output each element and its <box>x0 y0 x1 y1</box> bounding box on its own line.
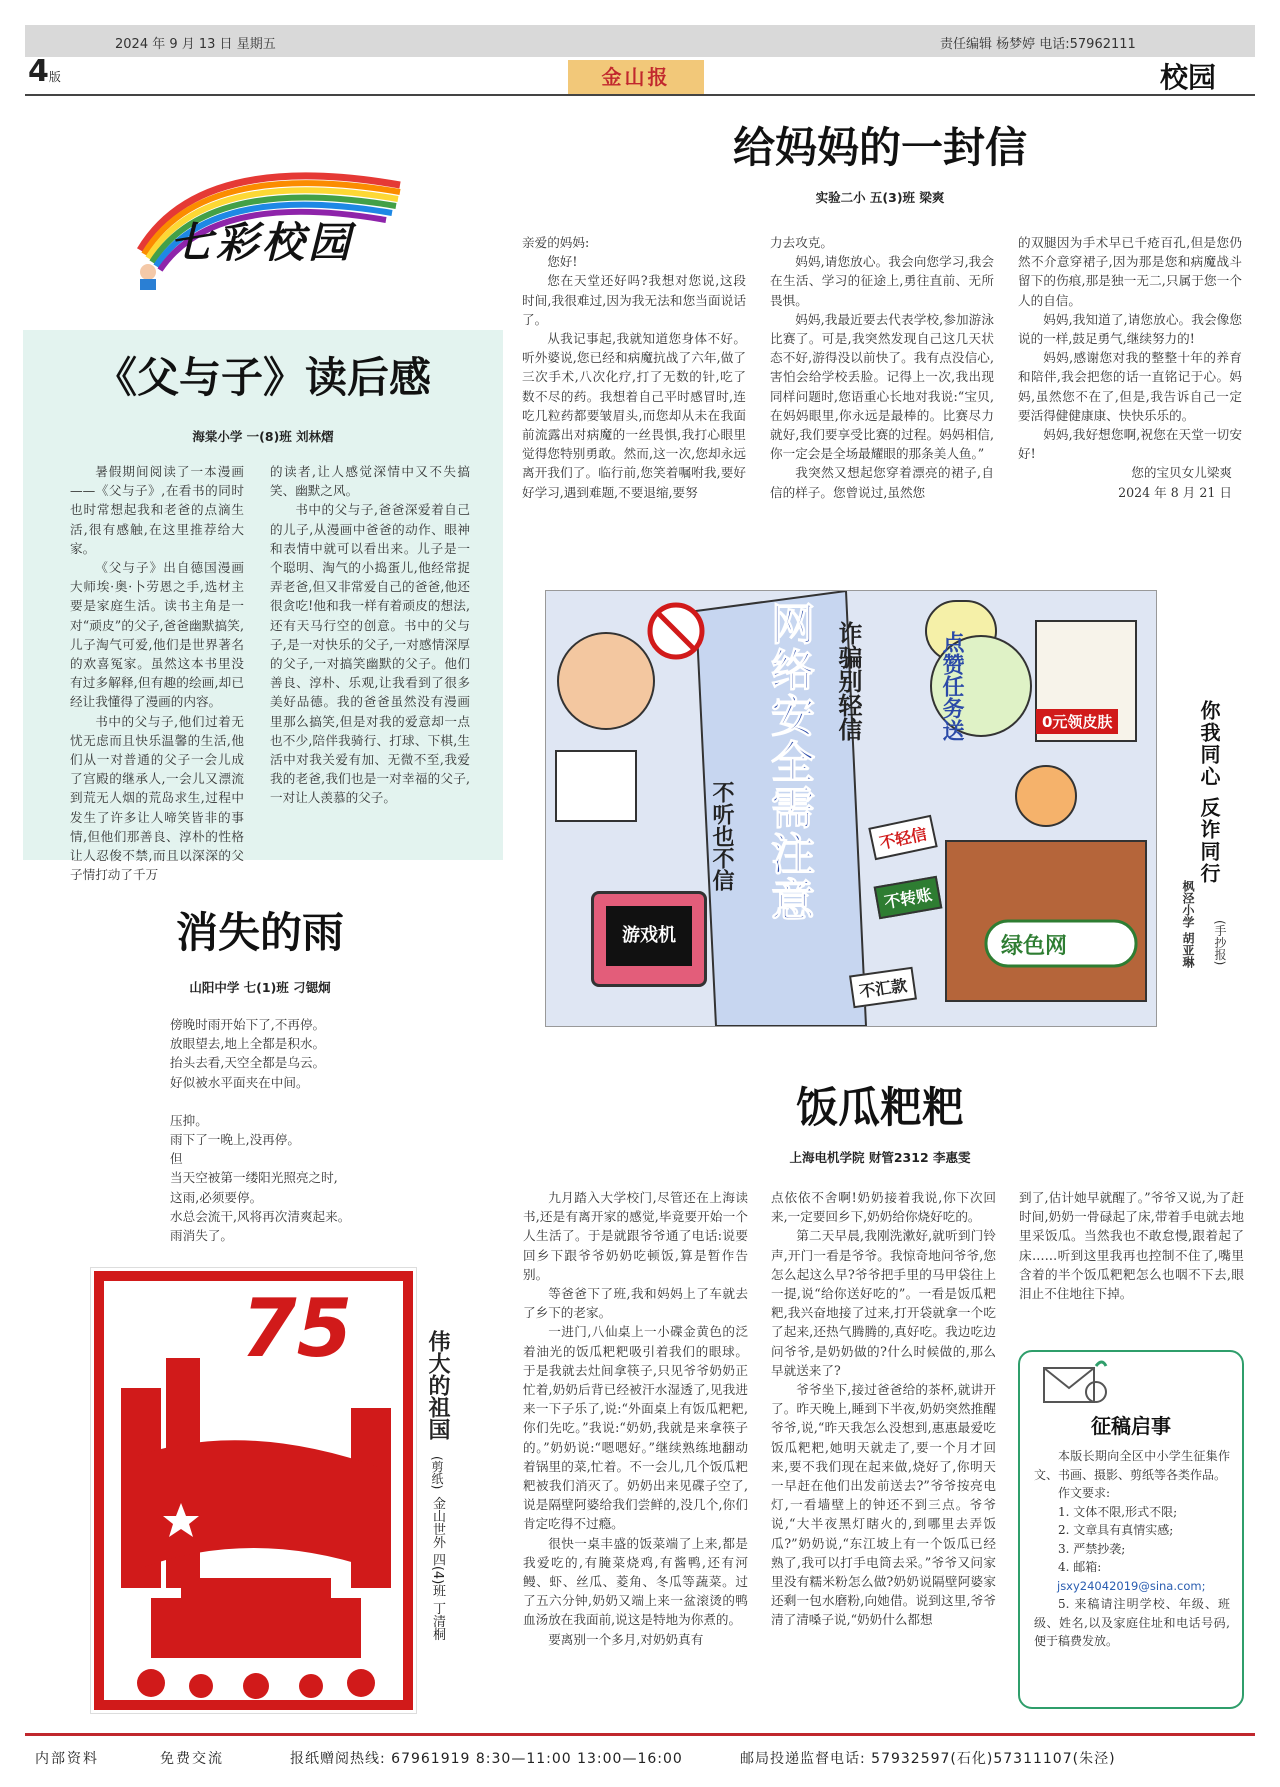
footer-free: 免费交流 <box>160 1751 224 1767</box>
poem-line: 压抑。 <box>170 1112 208 1128</box>
poem-line: 雨下了一晚上,没再停。 <box>170 1132 300 1148</box>
poster-stamp: 不轻信 <box>868 815 937 861</box>
notice-req-title: 作文要求: <box>1058 1486 1111 1500</box>
footer-postal: 邮局投递监督电话: 57932597(石化)57311107(朱泾) <box>740 1751 1116 1767</box>
poem-title: 消失的雨 <box>175 908 344 957</box>
letter-column <box>1018 233 1242 502</box>
page-number <box>28 54 61 89</box>
paragraph: 您在天堂还好吗?我想对您说,这段时间,我很难过,因为我无法和您当面说话了。 <box>522 273 746 327</box>
paragraph: 很快一桌丰盛的饭菜端了上来,都是我爱吃的,有腌菜烧鸡,有酱鸭,还有河鳗、虾、丝瓜、菱角、冬瓜等蔬菜。过了五六分钟,奶奶又端上来一盆滚烫的鸭血汤放在我面前,说这是特地为你煮的。 <box>523 1535 748 1628</box>
poem-line: 傍晚时雨开始下了,不再停。 <box>170 1017 326 1032</box>
paragraph: 我突然又想起您穿着漂亮的裙子,自信的样子。您曾说过,虽然您 <box>770 465 994 500</box>
paragraph: 点依依不舍啊!奶奶接着我说,你下次回来,一定要回乡下,奶奶给你烧好吃的。 <box>771 1190 996 1225</box>
game-machine-icon <box>591 891 707 987</box>
article-byline: 海棠小学 一(8)班 刘林熠 <box>192 429 334 444</box>
poster-stamp: 不转账 <box>874 876 943 920</box>
paragraph: 亲爱的妈妈: <box>522 235 590 250</box>
paragraph: 第二天早晨,我刚洗漱好,就听到门铃声,开门一看是爷爷。我惊奇地问爷爷,您怎么起这么早?爷爷把手里的马甲袋往上一提,说“给你送好吃的”。一看是饭瓜粑粑,我兴奋地接了过来,打开袋就拿一个吃了起来,还热气腾腾的,真好吃。我边吃边问爷爷,是奶奶做的?什么时候做的,那么早就送来了? <box>771 1228 996 1378</box>
paragraph: 暑假期间阅读了一本漫画——《父与子》,在看书的同时也时常想起我和老爸的点滴生活,很有感触,在这里推荐给大家。 <box>70 464 244 556</box>
paragraph: 的读者,让人感觉深情中又不失搞笑、幽默之风。 <box>270 464 470 499</box>
game-machine-label: 游戏机 <box>606 906 692 966</box>
papercut-author: 金山世外 四(4)班 丁清桐 <box>430 1496 445 1641</box>
notice-item: 3. 严禁抄袭; <box>1058 1541 1126 1556</box>
notice-title: 征稿启事 <box>1091 1414 1171 1438</box>
paragraph: 一进门,八仙桌上一小碟金黄色的泛着油光的饭瓜粑粑吸引着我们的眼球。于是我就去灶间拿筷子,只见爷爷奶奶正忙着,奶奶后背已经被汗水湿透了,见我进来一下子乐了,说:“外面桌上有饭瓜粑粑,你们先吃。”我说:“奶奶,我就是来拿筷子的。”奶奶说:“嗯嗯好。”继续熟练地翻动着锅里的菜,忙着。不一会儿,几个饭瓜粑粑被我们消灭了。奶奶出来见碟子空了,说是隔壁阿婆给我们尝鲜的,没几个,你们肯定吃得不过瘾。 <box>523 1324 748 1532</box>
section-title: 校园 <box>1160 61 1217 94</box>
header-bar <box>25 25 1255 57</box>
submission-notice <box>1018 1350 1244 1709</box>
footer-rule <box>25 1733 1255 1736</box>
paragraph: 爷爷坐下,接过爸爸给的茶杯,就讲开了。昨天晚上,睡到下半夜,奶奶突然推醒爷爷,说,“昨天我怎么没想到,惠惠最爱吃饭瓜粑粑,她明天就走了,要一个月才回来,要不我们现在起来做,烧好了,你明天一早赶在他们出发前送去?”爷爷按亮电灯,一看墙壁上的钟还不到三点。爷爷说,“大半夜黑灯瞎火的,到哪里去弄饭瓜?”奶奶说,“东江坡上有一个饭瓜已经熟了,我可以打手电筒去采。”爷爷又问家里没有糯米粉怎么做?奶奶说隔壁阿婆家还剩一包水磨粉,向她借。说到这里,爷爷清了清嗓子说,“奶奶什么都想 <box>771 1382 996 1628</box>
poem-line: 但 <box>170 1151 183 1167</box>
story-column <box>523 1188 748 1649</box>
paragraph: 九月踏入大学校门,尽管还在上海读书,还是有离开家的感觉,毕竟要开始一个人生活了。于是就跟爷爷通了电话:说要回乡下跟爷爷奶奶吃顿饭,算是暂作告别。 <box>523 1190 748 1282</box>
poem-line: 水总会流干,风将再次清爽起来。 <box>170 1208 351 1224</box>
paragraph: 妈妈,我好想您啊,祝您在天堂一切安好! <box>1018 427 1242 462</box>
papercut-number: 75 <box>241 1282 353 1375</box>
article-title: 《父与子》读后感 <box>94 353 431 402</box>
letter-date: 2024 年 8 月 21 日 <box>1118 484 1232 500</box>
poem-line: 雨消失了。 <box>170 1228 233 1244</box>
paragraph: 到了,估计她早就醒了。”爷爷又说,为了赶时间,奶奶一骨碌起了床,带着手电就去地里采饭瓜。当然我也不敢怠慢,跟着起了床……听到这里我再也控制不住了,嘴里含着的半个饭瓜粑粑怎么也咽不下去,眼泪止不住地往下掉。 <box>1019 1190 1244 1302</box>
paragraph: 书中的父与子,爸爸深爱着自己的儿子,从漫画中爸爸的动作、眼神和表情中就可以看出来。儿子是一个聪明、淘气的小捣蛋儿,他经常捉弄老爸,但又非常爱自己的爸爸,他还很贪吃!他和我一样有着顽皮的想法,还有天马行空的创意。书中的父与子,是一对快乐的父子,一对感情深厚的父子,一对搞笑幽默的父子。他们善良、淳朴、乐观,让我看到了很多美好品德。我的爸爸虽然没有漫画里那么搞笑,但是对我的爱意却一点也不少,陪伴我骑行、打球、下棋,生活中对我关爱有加、无微不至,我爱我的老爸,我们也是一对幸福的父子,一对让人羡慕的父子。 <box>270 502 470 806</box>
poem-line: 好似被水平面夹在中间。 <box>170 1074 309 1090</box>
article-column <box>70 462 244 884</box>
poem-line: 当天空被第一缕阳光照亮之时, <box>170 1170 338 1186</box>
page-number-value: 4 <box>28 54 49 89</box>
paragraph: 妈妈,请您放心。我会向您学习,我会在生活、学习的征途上,勇往直前、无所畏惧。 <box>770 254 994 308</box>
papercut-title: 伟大的祖国 <box>425 1330 450 1440</box>
paragraph: 力去攻克。 <box>770 235 833 250</box>
paragraph: 从我记事起,我就知道您身体不好。听外婆说,您已经和病魔抗战了六年,做了三次手术,八次化疗,打了无数的针,吃了数不尽的药。我想着自己平时感冒时,连吃几粒药都要皱眉头,而您却从未在我面前流露出对病魔的一丝畏惧,我打心眼里觉得您特别勇敢。然而,这一次,您却永远离开我们了。临行前,您笑着嘱咐我,要好好学习,遇到难题,不要退缩,要努 <box>522 331 746 500</box>
letter-column <box>522 233 746 502</box>
poster-caption-author: 枫泾小学 胡亚琳 <box>1181 880 1195 969</box>
poem-body <box>170 1015 470 1245</box>
letter-column <box>770 233 994 502</box>
poster-sign: 绿色网 <box>1001 934 1068 959</box>
story-column <box>771 1188 996 1630</box>
notice-body <box>1034 1447 1230 1651</box>
paragraph: 的双腿因为手术早已千疮百孔,但是您仍然不介意穿裙子,因为那是您和病魔战斗留下的伤痕,那是独一无二,只属于您一个人的自信。 <box>1018 235 1242 308</box>
notice-intro: 本版长期向全区中小学生征集作文、书画、摄影、剪纸等各类作品。 <box>1034 1449 1230 1482</box>
papercut-image <box>90 1267 417 1714</box>
notice-item: 2. 文章具有真情实感; <box>1058 1523 1174 1537</box>
masthead-logo: 金山报 <box>568 60 704 94</box>
poem-line: 这雨,必须要停。 <box>170 1189 263 1205</box>
poster-sub-text: 诈骗别轻信 <box>834 621 862 741</box>
notice-item: 1. 文体不限,形式不限; <box>1058 1504 1178 1519</box>
story-title: 饭瓜粑粑 <box>795 1083 964 1132</box>
story-byline: 上海电机学院 财管2312 李惠雯 <box>789 1150 971 1165</box>
colorful-campus-logo <box>130 140 410 290</box>
page-unit: 版 <box>48 70 61 84</box>
poem-line: 放眼望去,地上全都是积水。 <box>170 1036 326 1052</box>
poster-tag: 0元领皮肤 <box>1036 709 1118 734</box>
issue-date: 2024 年 9 月 13 日 星期五 <box>115 37 276 52</box>
paragraph: 妈妈,我知道了,请您放心。我会像您说的一样,鼓足勇气,继续努力的! <box>1018 311 1242 347</box>
paragraph: 等爸爸下了班,我和妈妈上了车就去了乡下的老家。 <box>523 1286 748 1321</box>
letter-title: 给妈妈的一封信 <box>732 123 1027 172</box>
poster-stamp: 不汇款 <box>849 967 917 1009</box>
footer-internal: 内部资料 <box>35 1751 99 1767</box>
papercut-note: (剪纸) <box>430 1455 444 1490</box>
notice-item: 5. 来稿请注明学校、年级、班级、姓名,以及家庭住址和电话号码,便于稿费发放。 <box>1034 1597 1230 1648</box>
paragraph: 书中的父与子,他们过着无忧无虑而且快乐温馨的生活,他们从一对普通的父子一会儿成了宫殿的继承人,一会儿又漂流到荒无人烟的荒岛求生,过程中发生了许多让人啼笑皆非的事情,但他们那善良、淳朴的性格让人忍俊不禁,而且以深深的父子情打动了千万 <box>70 713 244 883</box>
colorful-campus-text: 七彩校园 <box>170 218 355 267</box>
poster-sub-text: 不听也不信 <box>709 781 734 891</box>
paragraph: 妈妈,我最近要去代表学校,参加游泳比赛了。可是,我突然发现自己这几天状态不好,游得没以前快了。我有点没信心,害怕会给学校丢脸。记得上一次,我出现同样问题时,您语重心长地对我说:“宝贝,在妈妈眼里,你永远是最棒的。比赛尽力就好,我们要享受比赛的过程。妈妈相信,你一定会是全场最耀眼的那条美人鱼。” <box>770 311 994 462</box>
header-rule <box>25 94 1255 96</box>
papercut-caption <box>422 1330 453 1710</box>
poster-image <box>545 590 1157 1027</box>
envelope-icon <box>1040 1358 1110 1408</box>
letter-byline: 实验二小 五(3)班 梁爽 <box>815 190 945 205</box>
paragraph: 您好! <box>547 254 578 270</box>
poster-caption-note: (手抄报) <box>1213 920 1227 966</box>
poster-caption: 你我同心 反诈同行 <box>1197 700 1221 885</box>
letter-signature: 您的宝贝女儿梁爽 <box>1131 465 1232 481</box>
story-column <box>1019 1188 1244 1303</box>
poem-line: 抬头去看,天空全都是乌云。 <box>170 1055 326 1071</box>
poster-main-text: 网络安全需注意 <box>763 601 814 923</box>
paragraph: 《父与子》出自德国漫画大师埃·奥·卜劳恩之手,选材主要是家庭生活。读书主角是一对“顽皮”的父子,爸爸幽默搞笑,儿子淘气可爱,他们是世界著名的欢喜冤家。虽然这本书里没有过多解释,但有趣的绘画,却已经让我懂得了漫画的内容。 <box>70 560 244 710</box>
poem-byline: 山阳中学 七(1)班 刁锶炯 <box>189 980 331 995</box>
footer-hotline: 报纸赠阅热线: 67961919 8:30—11:00 13:00—16:00 <box>290 1751 683 1767</box>
poem-gap <box>170 1092 470 1111</box>
notice-email-link[interactable]: jsxy24042019@sina.com; <box>1057 1578 1206 1593</box>
paragraph: 要离别一个多月,对奶奶真有 <box>548 1631 704 1647</box>
article-column <box>270 462 470 808</box>
poster-cloud-text: 点赞任务送 <box>939 631 964 741</box>
notice-item: 4. 邮箱: <box>1058 1560 1102 1574</box>
editor-info: 责任编辑 杨梦婷 电话:57962111 <box>940 37 1136 52</box>
paragraph: 妈妈,感谢您对我的整整十年的养育和陪伴,我会把您的话一直铭记于心。妈妈,虽然您不在了,但是,我告诉自己一定要活得健健康康、快快乐乐的。 <box>1018 350 1242 423</box>
